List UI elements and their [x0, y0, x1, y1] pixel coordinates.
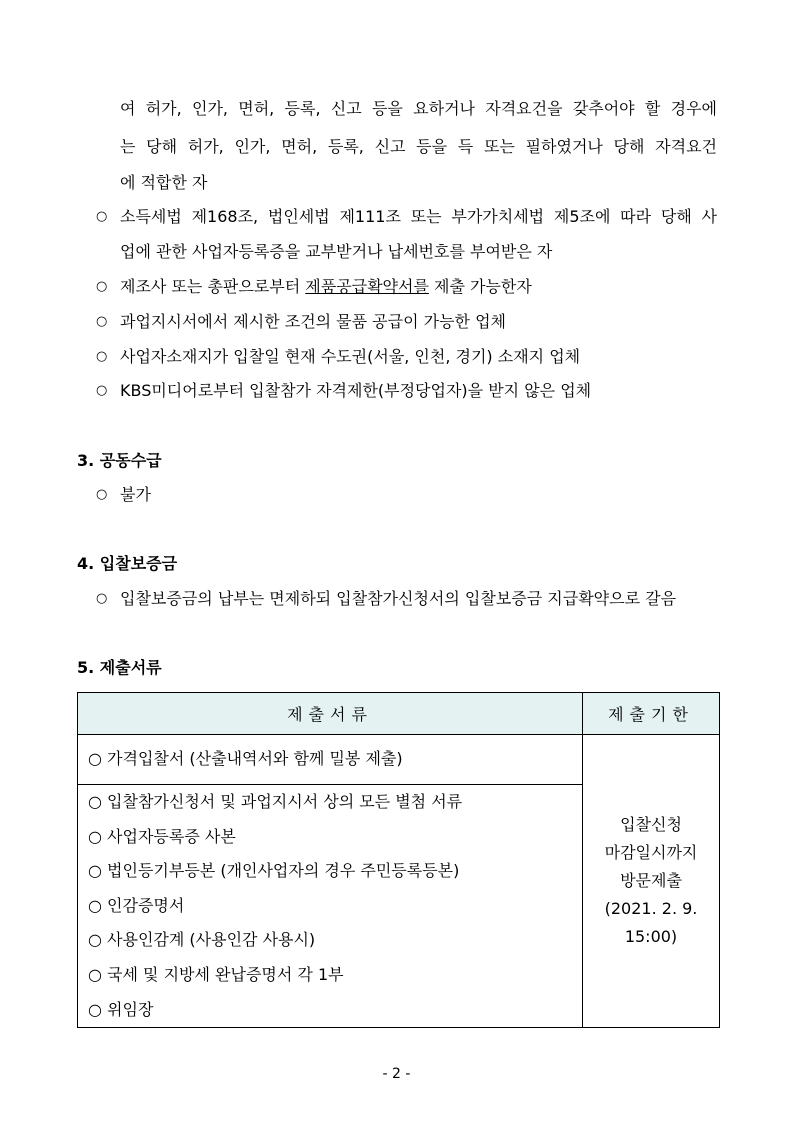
header-documents: 제출서류 — [78, 693, 583, 735]
qual-item-4: 사업자소재지가 입찰일 현재 수도권(서울, 인천, 경기) 소재지 업체 — [120, 347, 581, 366]
document-item: ○ 법인등기부등본 (개인사업자의 경우 주민등록등본) — [88, 861, 460, 881]
bullet-marker: ○ — [96, 209, 108, 224]
qual-item-2-post: 제출 가능한자 — [428, 277, 532, 296]
deadline-line-1: 입찰신청 — [620, 815, 682, 835]
bullet-marker: ○ — [96, 349, 108, 364]
document-item: ○ 가격입찰서 (산출내역서와 함께 밀봉 제출) — [88, 749, 403, 769]
qual-item-2-underlined: 제품공급확약서를 — [305, 277, 429, 296]
document-item: ○ 사업자등록증 사본 — [88, 826, 236, 846]
section-4-title: 4. 입찰보증금 — [77, 554, 178, 573]
section-5-title: 5. 제출서류 — [77, 658, 162, 677]
qual-item-2-pre: 제조사 또는 총판으로부터 — [120, 277, 306, 296]
deadline-line-5: 15:00) — [624, 927, 678, 947]
qual-item-1-line-1: 소득세법 제168조, 법인세법 제111조 또는 부가가치세법 제5조에 따라 당해 사 — [120, 207, 717, 226]
qual-item-2 — [120, 276, 532, 298]
page-number: - 2 - — [382, 1066, 411, 1082]
document-item: ○ 인감증명서 — [88, 895, 185, 915]
document-item: ○ 입찰참가신청서 및 과업지시서 상의 모든 별첨 서류 — [88, 792, 463, 811]
document-item: ○ 사용인감계 (사용인감 사용시) — [88, 930, 316, 950]
documents-group-1 — [78, 735, 583, 785]
continuation-line-2: 는 당해 허가, 인가, 면허, 등록, 신고 등을 득 또는 필하였거나 당해 자격요건 — [120, 137, 717, 156]
bullet-marker: ○ — [96, 487, 108, 502]
document-item: ○ 국세 및 지방세 완납증명서 각 1부 — [88, 964, 344, 984]
qual-item-3: 과업지시서에서 제시한 조건의 물품 공급이 가능한 업체 — [120, 312, 507, 331]
deadline-line-3: 방문제출 — [620, 871, 682, 891]
continuation-line-3: 에 적합한 자 — [120, 173, 208, 192]
bullet-marker: ○ — [96, 314, 108, 329]
table-row — [78, 735, 720, 785]
header-deadline: 제출기한 — [583, 693, 720, 735]
bullet-marker: ○ — [96, 279, 108, 294]
deadline-cell — [583, 735, 720, 1028]
deadline-line-4: (2021. 2. 9. — [604, 899, 698, 919]
section-4-item: 입찰보증금의 납부는 면제하되 입찰참가신청서의 입찰보증금 지급확약으로 갈음 — [120, 589, 677, 608]
documents-table — [77, 692, 720, 1028]
bullet-marker: ○ — [96, 383, 108, 398]
section-3-item: 불가 — [120, 485, 151, 504]
qual-item-5: KBS미디어로부터 입찰참가 자격제한(부정당업자)을 받지 않은 업체 — [120, 381, 592, 400]
document-item: ○ 위임장 — [88, 999, 154, 1019]
continuation-line-1: 여 허가, 인가, 면허, 등록, 신고 등을 요하거나 자격요건을 갖추어야 할 경우에 — [120, 99, 717, 118]
bullet-marker: ○ — [96, 591, 108, 606]
deadline-line-2: 마감일시까지 — [604, 843, 698, 863]
section-3-title: 3. 공동수급 — [77, 451, 162, 470]
documents-group-2 — [78, 785, 583, 1028]
table-header-row — [78, 693, 720, 735]
qual-item-1-line-2: 업에 관한 사업자등록증을 교부받거나 납세번호를 부여받은 자 — [120, 242, 553, 261]
